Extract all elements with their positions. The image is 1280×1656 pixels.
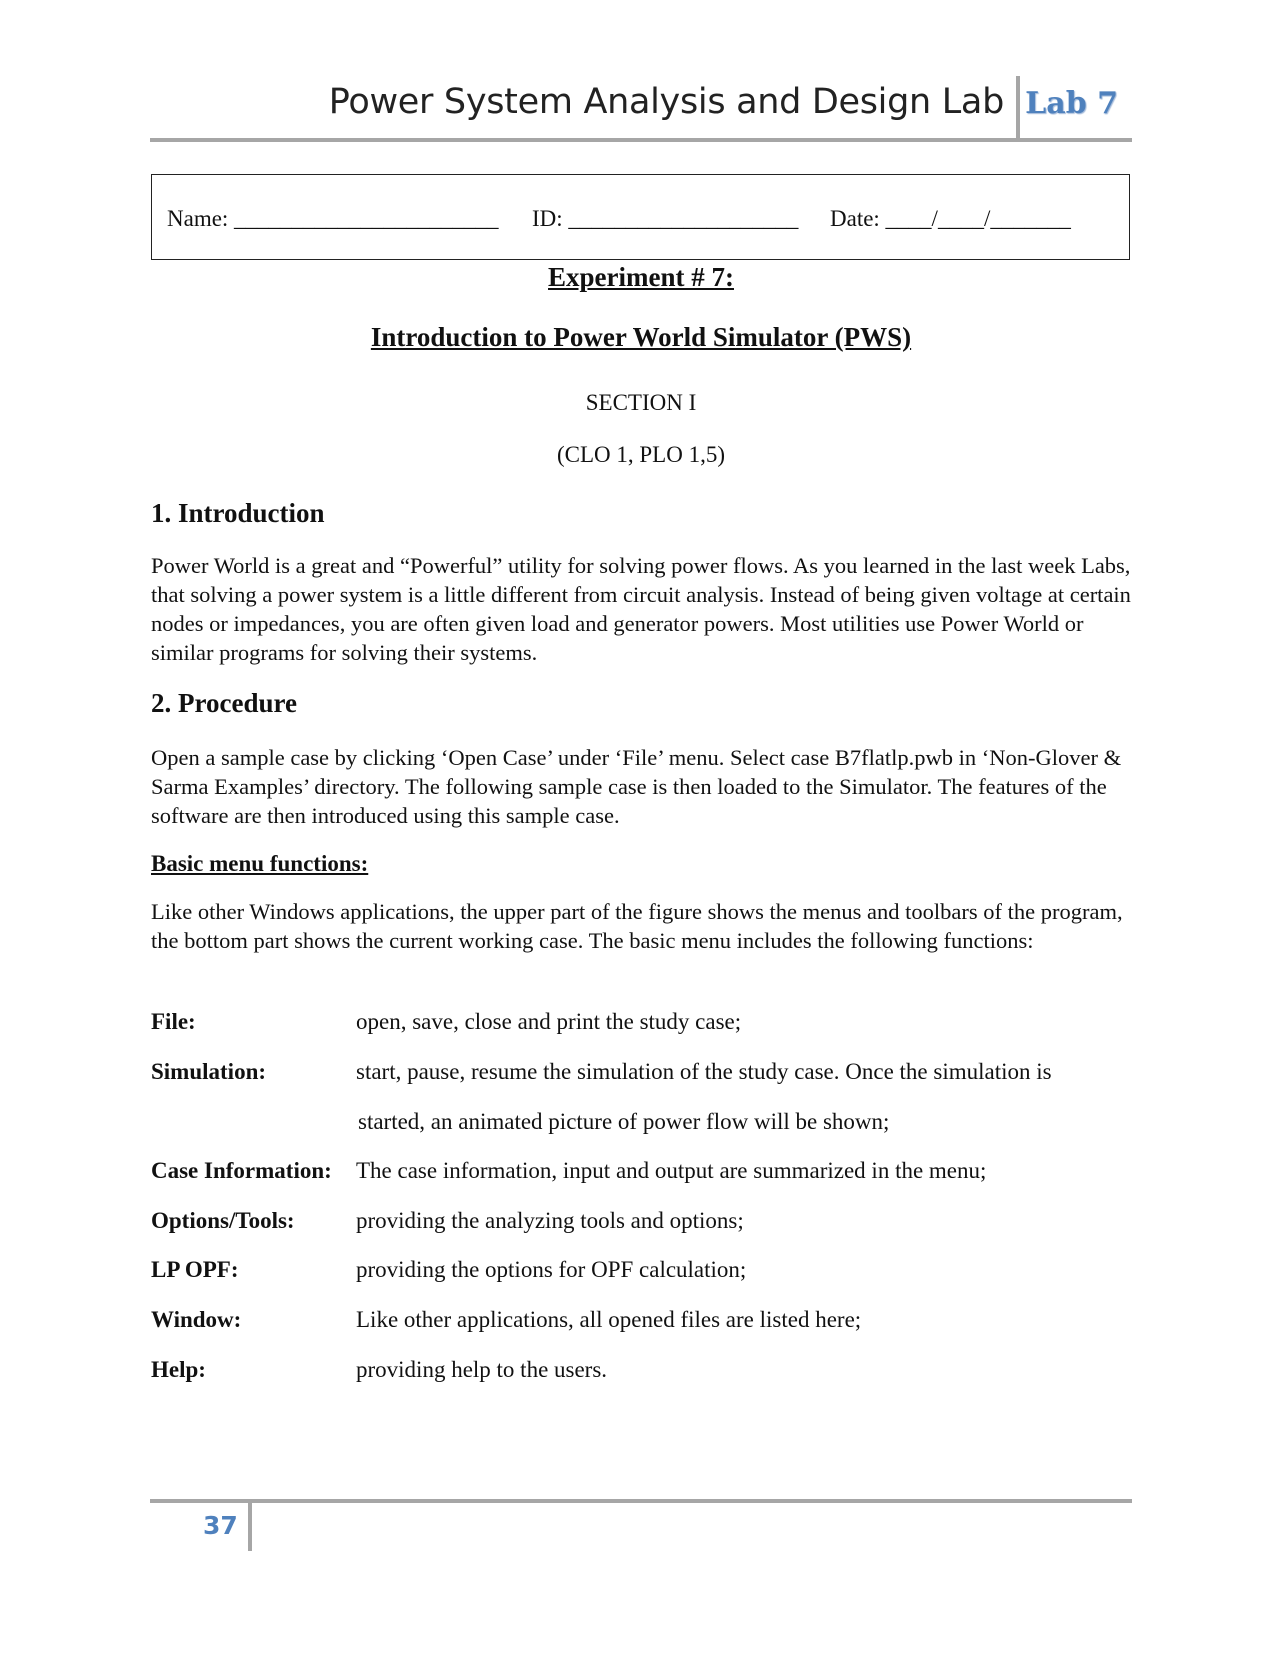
- page-header: [150, 78, 1132, 142]
- experiment-number: Experiment # 7:: [548, 262, 734, 292]
- function-label-simulation: Simulation:: [151, 1059, 267, 1084]
- function-desc-simulation: start, pause, resume the simulation of the study case. Once the simulation is: [356, 1059, 1052, 1084]
- basic-menu-heading: Basic menu functions:: [151, 851, 369, 876]
- page-number: 37: [203, 1511, 238, 1540]
- header-title: Power System Analysis and Design Lab: [328, 82, 1004, 122]
- function-desc-window: Like other applications, all opened files are listed here;: [356, 1307, 862, 1332]
- function-label-file: File:: [151, 1009, 196, 1034]
- name-field: Name: _______________________: [167, 206, 499, 231]
- footer-rule: [150, 1499, 1132, 1503]
- procedure-paragraph: Open a sample case by clicking ‘Open Case’ under ‘File’ menu. Select case B7flatlp.pwb in ‘Non-Glover & Sarma Examples’ directory. The following sample case is then loaded to the Simulator. The features of the software are then introduced using this sample case.: [151, 745, 1122, 828]
- function-label-help: Help:: [151, 1357, 206, 1382]
- section-label: SECTION I: [585, 390, 697, 415]
- date-field: Date: ____/____/_______: [830, 206, 1071, 231]
- introduction-heading: 1. Introduction: [151, 498, 325, 528]
- function-desc-file: open, save, close and print the study case;: [356, 1009, 742, 1034]
- procedure-heading: 2. Procedure: [151, 688, 297, 718]
- function-desc-lp-opf: providing the options for OPF calculation;: [356, 1257, 747, 1282]
- function-desc-case-information: The case information, input and output are summarized in the menu;: [356, 1158, 987, 1183]
- function-desc-simulation-cont: started, an animated picture of power flow will be shown;: [358, 1109, 890, 1134]
- introduction-paragraph: Power World is a great and “Powerful” utility for solving power flows. As you learned in the last week Labs, that solving a power system is a little different from circuit analysis. Instead of being given voltage at certain nodes or impedances, you are often given load and generator powers. Most utilities use Power World or similar programs for solving their systems.: [151, 553, 1131, 665]
- function-desc-options-tools: providing the analyzing tools and options;: [356, 1208, 744, 1233]
- header-divider: [1016, 76, 1020, 142]
- footer-divider: [248, 1503, 252, 1551]
- clo-label: (CLO 1, PLO 1,5): [556, 442, 726, 467]
- function-label-options-tools: Options/Tools:: [151, 1208, 295, 1233]
- id-field: ID: ____________________: [532, 206, 799, 231]
- experiment-title: Introduction to Power World Simulator (PWS): [370, 322, 912, 352]
- function-label-case-information: Case Information:: [151, 1158, 332, 1183]
- student-info-box: [151, 174, 1130, 260]
- function-label-window: Window:: [151, 1307, 242, 1332]
- function-label-lp-opf: LP OPF:: [151, 1257, 239, 1282]
- header-lab-label: Lab 7: [1025, 86, 1118, 121]
- basic-menu-paragraph: Like other Windows applications, the upper part of the figure shows the menus and toolbars of the program, the bottom part shows the current working case. The basic menu includes the following functions:: [151, 899, 1123, 953]
- function-desc-help: providing help to the users.: [356, 1357, 608, 1382]
